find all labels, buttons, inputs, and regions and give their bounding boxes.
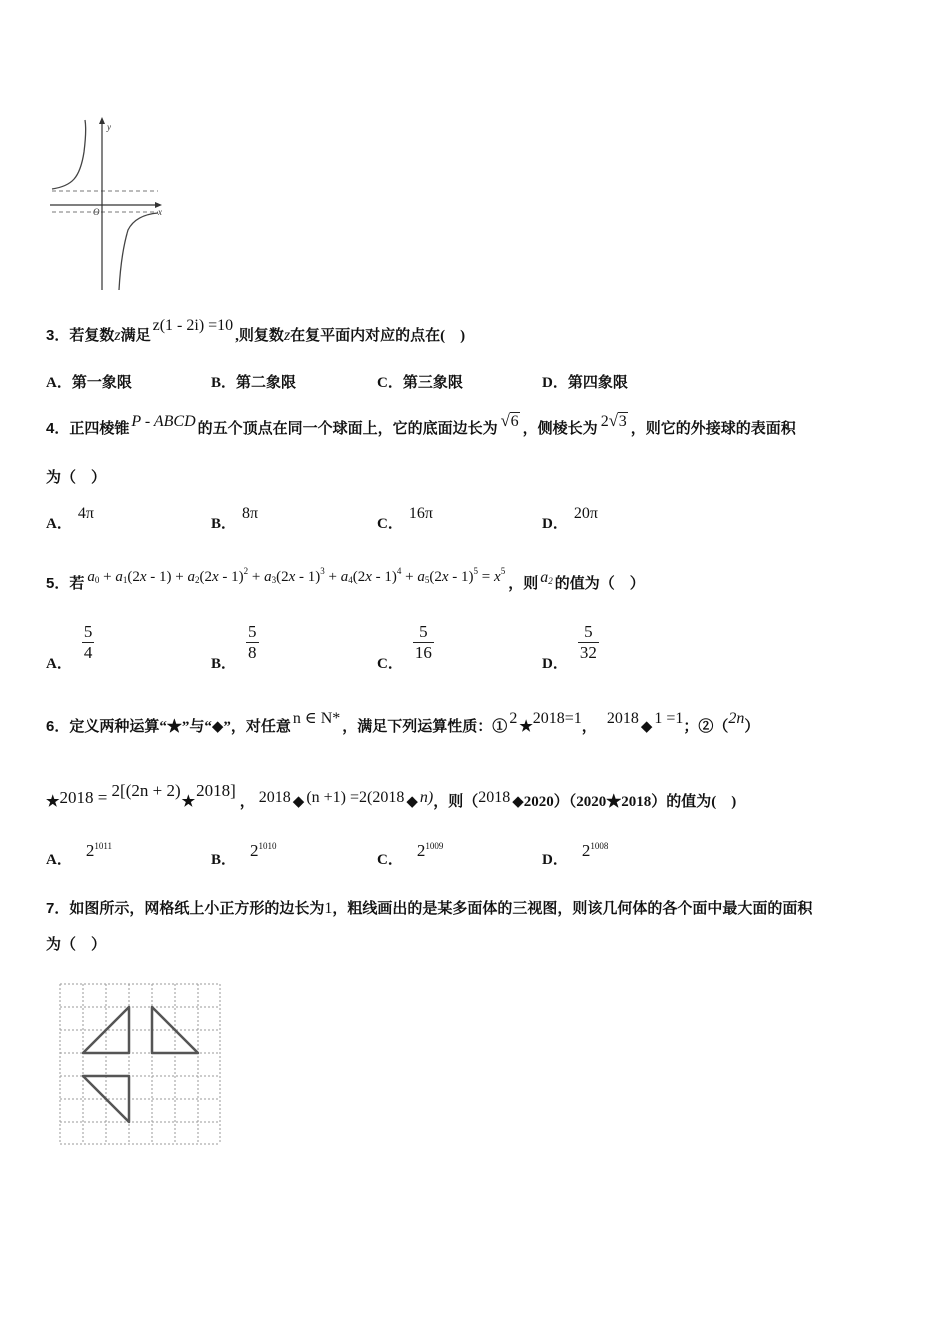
option-power: $2^{1011}$ [85, 841, 113, 860]
three-view-figure [58, 982, 222, 1146]
q3-option-b[interactable] [211, 371, 296, 392]
option-letter: B． [211, 375, 237, 391]
q6-line2-i: 2020）（2020★2018）的值为( ) [523, 794, 737, 810]
q6-option-c[interactable] [377, 841, 444, 869]
q5-option-b[interactable] [211, 622, 259, 672]
q3-number: 3． [46, 327, 70, 344]
q3-option-d[interactable] [542, 371, 628, 392]
q6-line2-f: n) [419, 789, 434, 806]
q5-option-a[interactable] [46, 622, 94, 672]
q5-text-a: 若 [69, 576, 85, 592]
q6-line2-c: 2018] [196, 781, 236, 800]
option-text: 20π [573, 505, 598, 522]
q5-expansion: $a_0 + a_1(2x - 1) + a_2(2x - 1)^2 + a_3(2x - 1)^3 + a_4(2x - 1)^4 + a_5(2x - 1)^5 = x^5$ [87, 566, 506, 585]
q6-number: 6． [46, 718, 70, 735]
q6-text-a: 定义两种运算“★”与“◆”，对任意 [69, 719, 291, 735]
q6-option-a[interactable] [46, 841, 113, 869]
q7-stem [46, 897, 812, 918]
q7-text-a: 如图所示，网格纸上小正方形的边长为 [69, 901, 325, 917]
option-power: $2^{1009}$ [416, 841, 444, 860]
option-text: 16π [408, 505, 433, 522]
q5-option-c[interactable] [377, 622, 434, 672]
x-axis-label: x [158, 207, 162, 217]
q6-p2-a: 2n [728, 710, 745, 727]
option-letter: D． [542, 516, 568, 532]
q6-p1-b: 2018=1 [532, 710, 582, 727]
q6-option-d[interactable] [542, 841, 609, 869]
option-letter: A． [46, 375, 72, 391]
q5-text-c: 的值为（ ） [554, 576, 645, 592]
right-branch [119, 213, 158, 290]
option-letter: B． [211, 655, 237, 672]
q4-stem [46, 413, 796, 438]
q4-option-a[interactable] [46, 505, 94, 533]
q3-var-z2: z [283, 327, 291, 344]
q6-line2-sep: ， [239, 794, 255, 810]
q7-number: 7． [46, 900, 70, 917]
q5-option-d[interactable] [542, 622, 599, 672]
q4-option-d[interactable] [542, 505, 598, 533]
q6-p1-a: 2 [509, 710, 518, 727]
q6-p2-mark: ；②（ [683, 719, 729, 735]
q4-option-c[interactable] [377, 505, 433, 533]
q6-line2-h: 2018 [478, 789, 511, 806]
diamond-icon: ◆ [406, 794, 418, 810]
option-letter: A． [46, 516, 72, 532]
y-axis-arrow-icon [99, 117, 105, 124]
q6-p2-close: ） [744, 719, 760, 735]
q6-option-b[interactable] [211, 841, 277, 869]
q4-number: 4． [46, 420, 70, 437]
diamond-icon: ◆ [512, 794, 524, 810]
q6-p1-c: 2018 [606, 710, 639, 727]
q4-stem-line2: 为（ ） [46, 470, 107, 486]
option-letter: B． [211, 852, 237, 868]
q4-edge-lateral: 2√ 3 [601, 413, 628, 430]
q3-var-z: z [114, 327, 121, 344]
q5-text-b: ，则 [508, 576, 539, 592]
q4-text-d: ，则它的外接球的表面积 [630, 421, 796, 437]
q3-option-a[interactable] [46, 371, 132, 392]
option-letter: D． [542, 852, 568, 868]
option-letter: B． [211, 516, 237, 532]
option-fraction: $\frac{5}{4}$ [83, 622, 93, 662]
q7-side: 1 [324, 900, 333, 917]
q3-formula: z(1 - 2i) =10 [152, 317, 234, 334]
option-letter: D． [542, 375, 568, 391]
option-text: 8π [242, 505, 259, 522]
option-fraction: $\frac{5}{8}$ [248, 622, 257, 662]
q5-stem [46, 566, 645, 593]
q5-number: 5． [46, 575, 70, 592]
q6-line2-a: 2018 = [59, 788, 112, 807]
q4-text-a: 正四棱锥 [69, 421, 130, 437]
q6-condition: n ∈ N* [292, 710, 341, 727]
option-text: 4π [77, 505, 94, 522]
option-letter: D． [542, 655, 568, 672]
option-text: 第二象限 [236, 375, 297, 391]
q4-option-b[interactable] [211, 505, 259, 533]
option-fraction: $\frac{5}{16}$ [414, 622, 432, 662]
option-text: 第四象限 [567, 375, 628, 391]
option-letter: A． [46, 852, 72, 868]
q3-option-c[interactable] [377, 371, 463, 392]
option-power: $2^{1008}$ [581, 841, 609, 860]
q3-text-mid: 满足 [120, 328, 151, 344]
q6-stem [46, 710, 760, 736]
q6-p1-d: 1 =1 [654, 710, 684, 727]
q7-text-b: ，粗线画出的是某多面体的三视图，则该几何体的各个面中最大面的面积 [332, 901, 813, 917]
diamond-icon: ◆ [640, 719, 653, 735]
q6-p1-sep: ， [581, 719, 597, 735]
origin-label: O [93, 207, 100, 217]
q4-text-c: ，侧棱长为 [522, 421, 598, 437]
option-letter: A． [46, 655, 72, 672]
q6-line2-b: 2[(2n + 2) [111, 781, 181, 800]
option-fraction: $\frac{5}{32}$ [579, 622, 597, 662]
q6-text-b: ，满足下列运算性质：① [342, 719, 508, 735]
q5-a2: $a_2$ [540, 569, 553, 586]
star-icon: ★ [519, 719, 533, 735]
y-axis-label: y [107, 122, 111, 132]
q4-pyramid: P - ABCD [131, 413, 196, 430]
option-letter: C． [377, 655, 403, 672]
q3-text-end: 在复平面内对应的点在( ) [290, 328, 466, 344]
option-power: $2^{1010}$ [250, 841, 277, 860]
q3-text-after: ,则复数 [235, 328, 284, 344]
q6-stem-line2 [46, 781, 737, 811]
q4-text-b: 的五个顶点在同一个球面上，它的底面边长为 [197, 421, 498, 437]
function-graph [46, 112, 172, 294]
star-icon: ★ [46, 794, 60, 810]
option-letter: C． [377, 852, 403, 868]
q6-line2-d: 2018 [258, 789, 291, 806]
option-text: 第三象限 [402, 375, 463, 391]
option-text: 第一象限 [71, 375, 132, 391]
left-branch [52, 120, 86, 189]
q4-edge-base: √ 6 [501, 413, 520, 431]
q6-line2-e: (n +1) =2(2018 [306, 789, 405, 806]
q3-stem [46, 317, 466, 345]
star-icon: ★ [181, 794, 196, 810]
option-letter: C． [377, 375, 403, 391]
q3-text-before: 若复数 [69, 328, 115, 344]
diamond-icon: ◆ [292, 794, 305, 810]
option-letter: C． [377, 516, 403, 532]
q6-line2-g: ，则（ [433, 794, 479, 810]
q7-stem-line2: 为（ ） [46, 937, 107, 953]
dashed-grid [60, 984, 220, 1144]
